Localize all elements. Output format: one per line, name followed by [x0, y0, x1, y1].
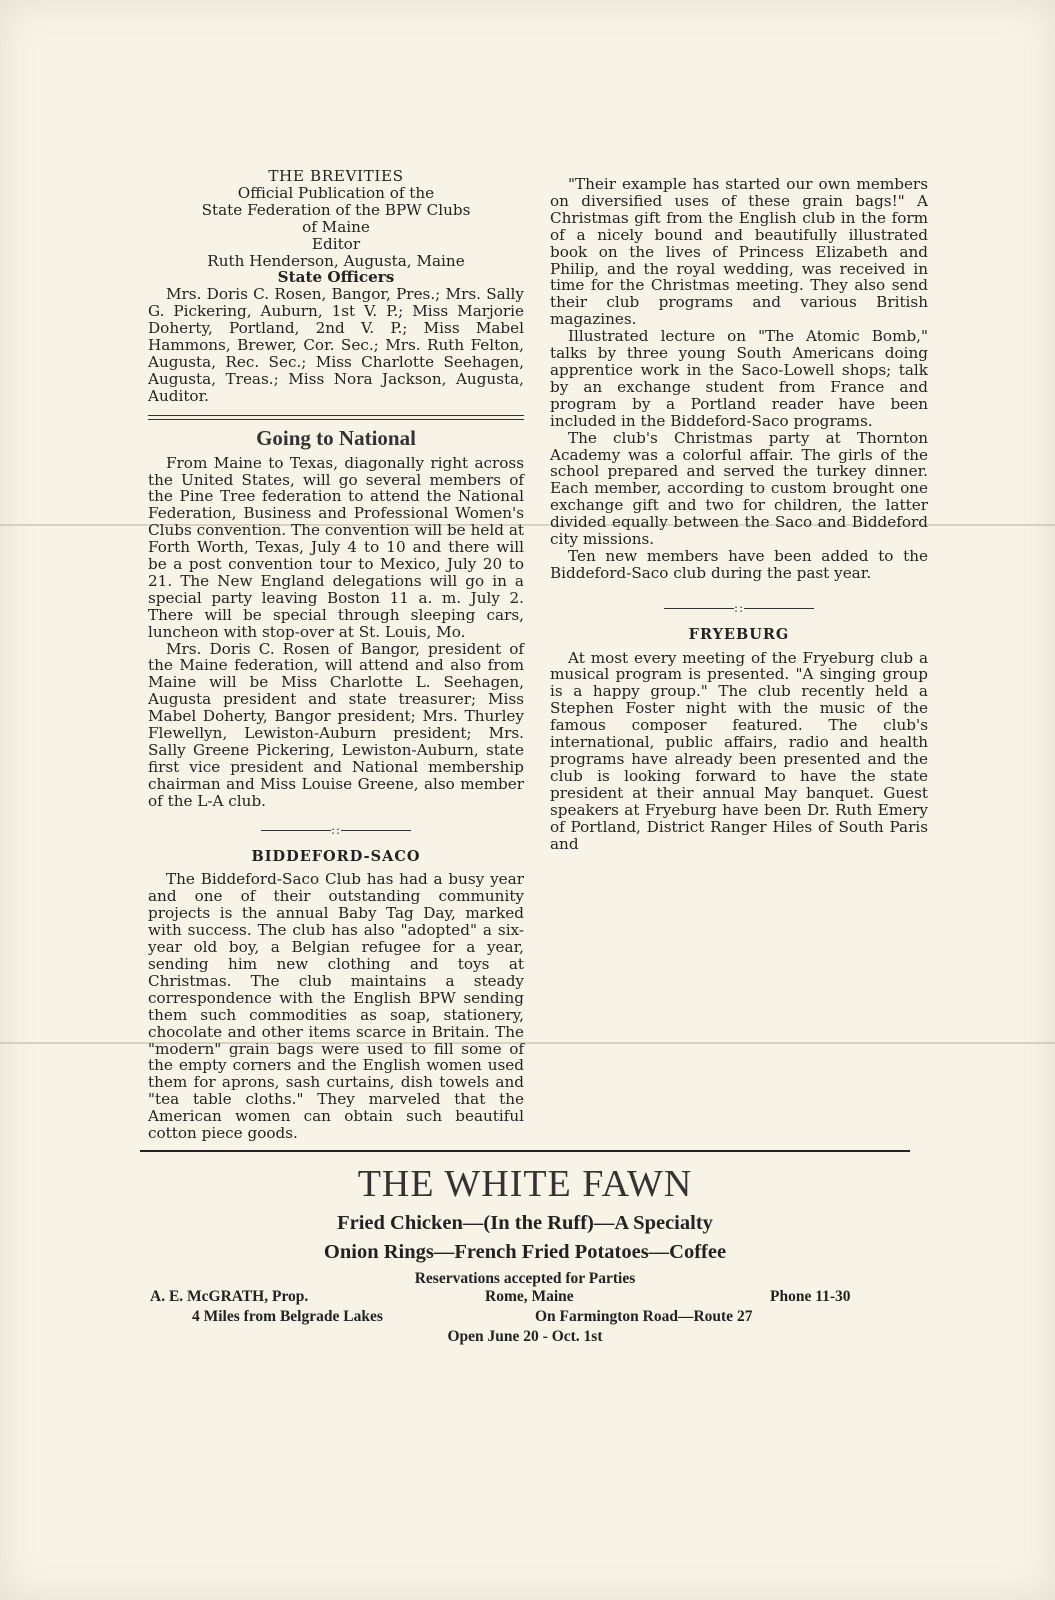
ad-road: On Farmington Road—Route 27 [535, 1308, 753, 1325]
ad-proprietor: A. E. McGRATH, Prop. [150, 1288, 309, 1305]
masthead-subtitle: State Federation of the BPW Clubs [201, 200, 471, 219]
left-column [148, 168, 524, 1142]
ad-contact-row [140, 1288, 910, 1308]
ad-reservations: Reservations accepted for Parties [414, 1270, 636, 1287]
ad-location-row [140, 1308, 910, 1328]
section-separator: :: [148, 822, 524, 839]
article-paragraph: From Maine to Texas, diagonally right across the United States, will go several members of the Pine Tree federation to attend the National Federation, Business and Professional Women's Clubs convention. The convention will be held at Forth Worth, Texas, July 4 to 10 and there will be a post convention tour to Mexico, July 20 to 21. The New England delegations will go in a special party leaving Boston 11 a. m. July 2. There will be special through sleeping cars, luncheon with stop-over at St. Louis, Mo. [148, 453, 524, 641]
article-paragraph: The club's Christmas party at Thornton Academy was a colorful affair. The girls of the school prepared and served the turkey dinner. Each member, according to custom brought one exchange gift and two for children, the latter divided equally between the Saco and Biddeford city missions. [550, 428, 928, 549]
article-paragraph: Ten new members have been added to the Biddeford-Saco club during the past year. [550, 546, 928, 582]
ad-hours: Open June 20 - Oct. 1st [447, 1328, 603, 1345]
ad-phone: Phone 11-30 [770, 1288, 851, 1305]
article-paragraph: The Biddeford-Saco Club has had a busy year and one of their outstanding community projects is the annual Baby Tag Day, marked with success. The club has also "adopted" a six-year old boy, a Belgian refugee for a year, sending him new clothing and toys at Christmas. The club maintains a steady correspondence with the English BPW sending them such commodities as soap, stationery, chocolate and other items scarce in Britain. The "modern" grain bags were used to fill some of the empty corners and the English women used them for aprons, sash curtains, dish towels and "tea table cloths." They marveled that the American women can obtain such beautiful cotton piece goods. [148, 870, 524, 1143]
editor-label: Editor [311, 234, 361, 253]
biddeford-heading: BIDDEFORD-SACO [251, 847, 421, 865]
masthead-subtitle: Official Publication of the [237, 183, 435, 202]
article-paragraph: At most every meeting of the Fryeburg club a musical program is presented. "A singing group is a happy group." The club recently held a Stephen Foster night with the music of the famous composer featured. The club's international, public affairs, radio and health programs have already been presented and the club is looking forward to have the state president at their annual May banquet. Guest speakers at Fryeburg have been Dr. Ruth Emery of Portland, District Ranger Hiles of South Paris and [550, 648, 928, 853]
editor-name: Ruth Henderson, Augusta, Maine [207, 251, 465, 270]
officers-list: Mrs. Doris C. Rosen, Bangor, Pres.; Mrs. Sally G. Pickering, Auburn, 1st V. P.; Miss Marjorie Doherty, Portland, 2nd V. P.; Miss Mabel Hammons, Brewer, Cor. Sec.; Mrs. Ruth Felton, Augusta, Rec. Sec.; Miss Charlotte Seehagen, Augusta, Treas.; Miss Nora Jackson, Augusta, Auditor. [148, 285, 524, 405]
ad-menu-line: Onion Rings—French Fried Potatoes—Coffee [323, 1241, 727, 1263]
article-paragraph: Mrs. Doris C. Rosen of Bangor, president of the Maine federation, will attend and also from Maine will be Miss Charlotte L. Seehagen, Augusta president and state treasurer; Miss Mabel Doherty, Bangor president; Mrs. Thurley Flewellyn, Lewiston-Auburn president; Mrs. Sally Greene Pickering, Lewiston-Auburn, state first vice president and National membership chairman and Miss Louise Greene, also member of the L-A club. [148, 639, 524, 810]
right-column [550, 176, 928, 852]
masthead-title: THE BREVITIES [268, 167, 404, 185]
masthead-subtitle: of Maine [302, 217, 370, 236]
ad-town: Rome, Maine [485, 1288, 574, 1305]
ad-specialty-line: Fried Chicken—(In the Ruff)—A Specialty [337, 1212, 713, 1234]
section-divider [148, 415, 524, 420]
article-paragraph: "Their example has started our own members on diversified uses of these grain bags!" A Christmas gift from the English club in the form of a nicely bound and beautifully illustrated book on the lives of Princess Elizabeth and Philip, and the royal wedding, was received in time for the Christmas meeting. They also send their club programs and various British magazines. [550, 175, 928, 329]
national-headline: Going to National [256, 425, 416, 450]
article-paragraph: Illustrated lecture on "The Atomic Bomb," talks by three young South Americans doing apprentice work in the Saco-Lowell shops; talk by an exchange student from France and program by a Portland reader have been included in the Biddeford-Saco programs. [550, 327, 928, 430]
white-fawn-advertisement [140, 1162, 910, 1346]
advertisement-rule [140, 1150, 910, 1152]
ad-title: THE WHITE FAWN [357, 1163, 693, 1205]
section-separator: :: [550, 600, 928, 617]
ad-distance: 4 Miles from Belgrade Lakes [192, 1308, 383, 1325]
fryeburg-heading: FRYEBURG [688, 625, 790, 643]
officers-heading: State Officers [277, 268, 395, 287]
